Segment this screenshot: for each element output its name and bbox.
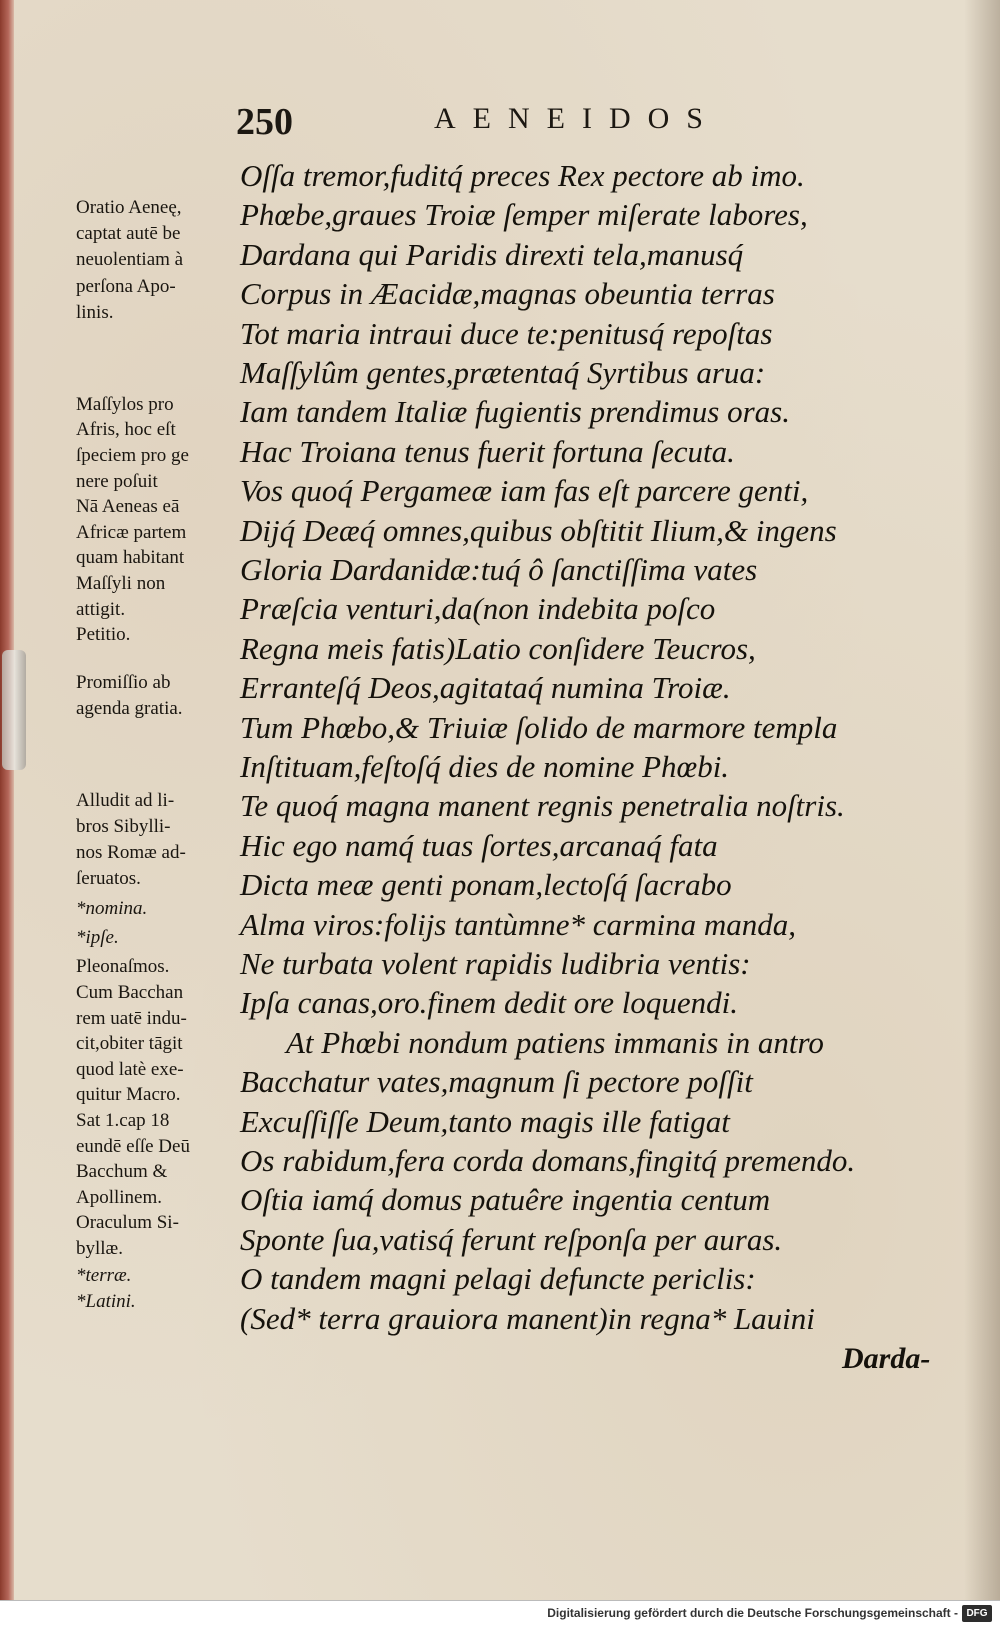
margin-note-line: bros Sibylli- [76,816,171,837]
verse-line: Os rabidum,fera corda domans,fingitq́ premendo. [240,1143,856,1178]
dfg-logo: DFG [962,1605,992,1622]
verse-line: Dijq́ Deæq́ omnes,quibus obſtitit Ilium,& ingens [240,512,837,548]
margin-note-line: rem uatē indu- [76,1008,187,1029]
verse-line: Hic ego namq́ tuas ſortes,arcanaq́ fata [240,827,718,863]
margin-note-line: neuolentiam à [76,249,184,270]
verse-line: Te quoq́ magna manent regnis penetralia noſtris. [240,788,845,824]
verse-line: (Sed* terra grauiora manent)in regna* Lauini [240,1300,815,1336]
margin-note-line: Cum Bacchan [76,982,184,1003]
verse-line: Sponte ſua,vatisq́ ferunt reſponſa per auras. [240,1221,783,1257]
verse-line: Hac Troiana tenus fuerit fortuna ſecuta. [240,433,735,469]
verse-line: O tandem magni pelagi defuncte periclis: [240,1261,756,1297]
verse-line: Dardana qui Paridis direxti tela,manusq́ [240,236,744,272]
footer-credit: Digitalisierung gefördert durch die Deutsche Forschungsgemeinschaft - [547,1606,958,1620]
margin-note-line: Petitio. [76,624,131,645]
verse-line: Inſtituam,feſtoſq́ dies de nomine Phœbi. [240,749,730,784]
margin-note-line: linis. [76,302,114,323]
verse-line: Corpus in Æacidæ,magnas obeuntia terras [240,276,775,312]
margin-note-line: Sat 1.cap 18 [76,1110,170,1131]
margin-note-line: *Latini. [76,1291,136,1312]
page-edge [0,0,14,1600]
margin-note-line: quod latè exe- [76,1059,184,1080]
margin-note-line: eundē eſſe Deū [76,1136,190,1157]
margin-note-line: quitur Macro. [76,1084,181,1105]
margin-note-line: attigit. [76,599,126,620]
verse-line: Erranteſq́ Deos,agitataq́ numina Troiæ. [240,670,731,706]
margin-note-line: Afris, hoc eſt [76,419,176,440]
margin-note-line: Apollinem. [76,1187,163,1208]
verse-line: Gloria Dardanidæ:tuq́ ô ſanctiſſima vates [240,552,758,587]
verse-line: Oſtia iamq́ domus patuêre ingentia centum [240,1182,771,1218]
margin-note-line: Nā Aeneas eā [76,496,180,517]
margin-note-line: agenda gratia. [76,698,183,719]
verse-line: Oſſa tremor,fuditq́ preces Rex pectore ab imo. [240,158,805,193]
catchword: Darda- [842,1342,931,1375]
page-clip [2,650,26,770]
verse-line: Vos quoq́ Pergameæ iam fas eſt parcere genti, [240,473,809,509]
margin-note-line: Pleonaſmos. [76,956,170,977]
margin-note-line: captat autē be [76,223,181,244]
margin-note-line: ſeruatos. [76,868,141,889]
margin-note-line: *nomina. [76,898,148,919]
verse-line: Bacchatur vates,magnum ſi pectore poſſit [240,1064,753,1100]
margin-note-line: Maſſylos pro [76,394,174,415]
margin-note-line: *terræ. [76,1265,132,1286]
margin-note-line: Oratio Aeneę, [76,197,182,218]
margin-note-line: cit,obiter tāgit [76,1033,183,1054]
verse-line: Alma viros:folijs tantùmne* carmina manda, [240,906,796,942]
verse-line: At Phœbi nondum patiens immanis in antro [286,1024,824,1060]
margin-note-line: byllæ. [76,1238,123,1259]
margin-note-line: Oraculum Si- [76,1212,179,1233]
verse-line: Iam tandem Italiæ fugientis prendimus oras. [240,394,790,430]
margin-note-line: nos Romæ ad- [76,842,186,863]
page-header [236,96,796,146]
margin-note-line: Bacchum & [76,1161,168,1182]
verse-line: Præſcia venturi,da(non indebita poſco [240,591,716,627]
verse-line: Ne turbata volent rapidis ludibria ventis: [240,946,751,981]
margin-note-line: Alludit ad li- [76,790,175,811]
verse-line: Regna meis fatis)Latio conſidere Teucros, [240,630,756,666]
verse-line: Tot maria intraui duce te:penitusq́ repoſtas [240,315,773,351]
margin-note-line: *ipſe. [76,927,119,948]
footer-bar [0,1600,1000,1627]
margin-note-line: ſpeciem pro ge [76,445,189,466]
verse-line: Maſſylûm gentes,prætentaq́ Syrtibus arua: [240,355,766,390]
margin-note-line: nere poſuit [76,471,158,492]
verse-line: Excuſſiſſe Deum,tanto magis ille fatigat [240,1103,730,1139]
verse-line: Dicta meæ genti ponam,lectoſq́ ſacrabo [240,867,732,903]
margin-note-line: perſona Apo- [76,276,176,297]
verse-line: Ipſa canas,oro.finem dedit ore loquendi. [240,985,738,1021]
verse-line: Phœbe,graues Troiæ ſemper miſerate labores, [240,197,808,233]
page-number: 250 [236,101,293,143]
page-gutter-shadow [964,0,1000,1600]
verse-line: Tum Phœbo,& Triuiæ ſolido de marmore templa [240,709,838,745]
margin-note-line: quam habitant [76,547,185,568]
margin-note-line: Africæ partem [76,522,187,543]
margin-note-line: Promiſſio ab [76,672,171,693]
margin-note-line: Maſſyli non [76,573,166,594]
running-title: AENEIDOS [434,102,720,135]
